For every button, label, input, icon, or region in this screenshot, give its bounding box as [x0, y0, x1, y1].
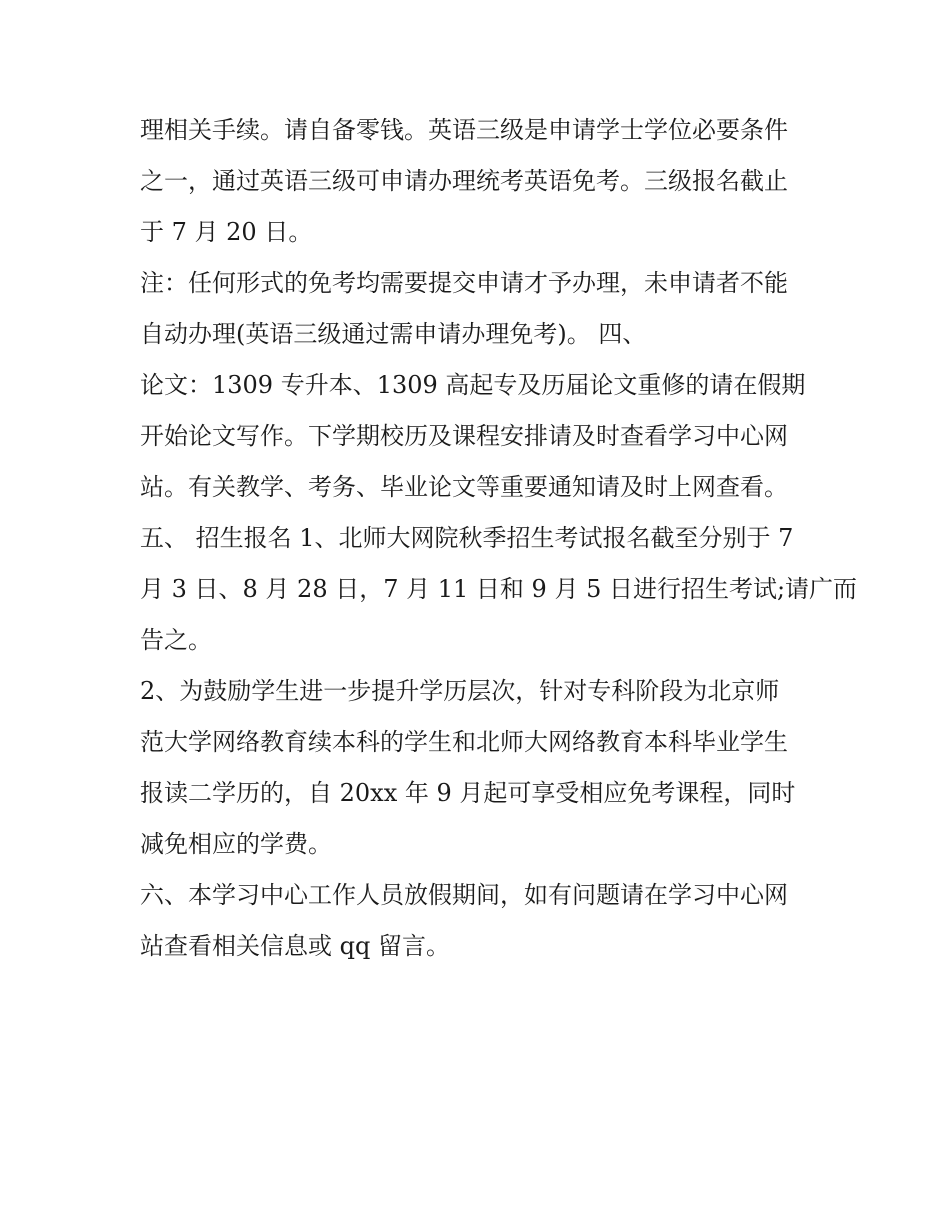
text-line: 五、 招生报名 1、北师大网院秋季招生考试报名截至分别于 7 — [140, 524, 794, 552]
text-line: 自动办理(英语三级通过需申请办理免考)。 四、 — [140, 320, 647, 348]
text-line: 范大学网络教育续本科的学生和北师大网络教育本科毕业学生 — [140, 728, 788, 756]
text-line: 站查看相关信息或 qq 留言。 — [140, 932, 450, 960]
text-line: 开始论文写作。下学期校历及课程安排请及时查看学习中心网 — [140, 422, 788, 450]
text-line: 理相关手续。请自备零钱。英语三级是申请学士学位必要条件 — [140, 116, 788, 144]
text-line: 告之。 — [140, 626, 212, 654]
text-line: 报读二学历的，自 20xx 年 9 月起可享受相应免考课程，同时 — [140, 779, 796, 807]
text-line: 站。有关教学、考务、毕业论文等重要通知请及时上网查看。 — [140, 473, 788, 501]
text-line: 六、本学习中心工作人员放假期间，如有问题请在学习中心网 — [140, 881, 788, 909]
document-body — [140, 105, 858, 972]
text-line: 月 3 日、8 月 28 日，7 月 11 日和 9 月 5 日进行招生考试;请广而 — [140, 575, 858, 603]
text-line: 减免相应的学费。 — [140, 830, 332, 858]
text-line: 2、为鼓励学生进一步提升学历层次，针对专科阶段为北京师 — [140, 677, 780, 705]
text-line: 论文：1309 专升本、1309 高起专及历届论文重修的请在假期 — [140, 371, 806, 399]
text-line: 之一，通过英语三级可申请办理统考英语免考。三级报名截止 — [140, 167, 788, 195]
text-line: 于 7 月 20 日。 — [140, 218, 313, 246]
text-line: 注：任何形式的免考均需要提交申请才予办理，未申请者不能 — [140, 269, 788, 297]
